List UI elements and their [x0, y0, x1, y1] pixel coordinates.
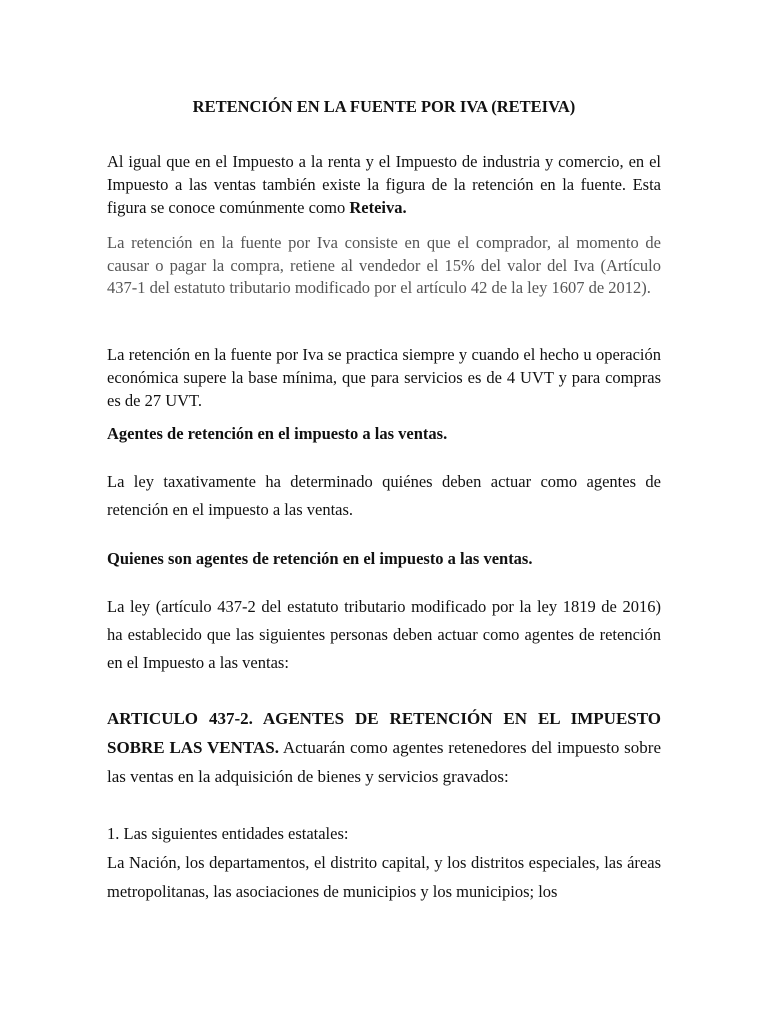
heading-agentes: Agentes de retención en el impuesto a las ventas. [107, 424, 448, 443]
list-item-1 [107, 819, 661, 906]
reteiva-term: Reteiva. [349, 198, 407, 217]
paragraph-articulo-437-2 [107, 704, 661, 791]
paragraph-definition: La retención en la fuente por Iva consiste en que el comprador, al momento de causar o pagar la compra, retiene al vendedor el 15% del valor del Iva (Artículo 437-1 del estatuto tributario modificado por el artículo 42 de la ley 1607 de 2012). [107, 233, 661, 297]
heading-quienes: Quienes son agentes de retención en el impuesto a las ventas. [107, 549, 533, 568]
paragraph-intro [107, 150, 661, 219]
paragraph-ley-taxativa: La ley taxativamente ha determinado quiénes deben actuar como agentes de retención en el impuesto a las ventas. [107, 472, 661, 519]
paragraph-intro-text: Al igual que en el Impuesto a la renta y el Impuesto de industria y comercio, en el Impuesto a las ventas también existe la figura de la retención en la fuente. Esta figura se conoce comúnmente como [107, 152, 661, 217]
list-item-1-label: 1. Las siguientes entidades estatales: [107, 824, 349, 843]
paragraph-articulo-ref: La ley (artículo 437-2 del estatuto tributario modificado por la ley 1819 de 2016) ha establecido que las siguientes personas deben actuar como agentes de retención en el Impuesto a las ventas: [107, 597, 661, 672]
list-item-1-text: La Nación, los departamentos, el distrito capital, y los distritos especiales, las áreas metropolitanas, las asociaciones de municipios y los municipios; los [107, 853, 661, 901]
document-title: RETENCIÓN EN LA FUENTE POR IVA (RETEIVA) [192, 97, 576, 116]
paragraph-base-minima: La retención en la fuente por Iva se practica siempre y cuando el hecho u operación económica supere la base mínima, que para servicios es de 4 UVT y para compras es de 27 UVT. [107, 345, 661, 410]
article-heading: ARTICULO 437-2. AGENTES DE RETENCIÓN EN EL IMPUESTO SOBRE LAS VENTAS. [107, 709, 661, 757]
article-body: Actuarán como agentes retenedores del impuesto sobre las ventas en la adquisición de bienes y servicios gravados: [107, 738, 661, 786]
